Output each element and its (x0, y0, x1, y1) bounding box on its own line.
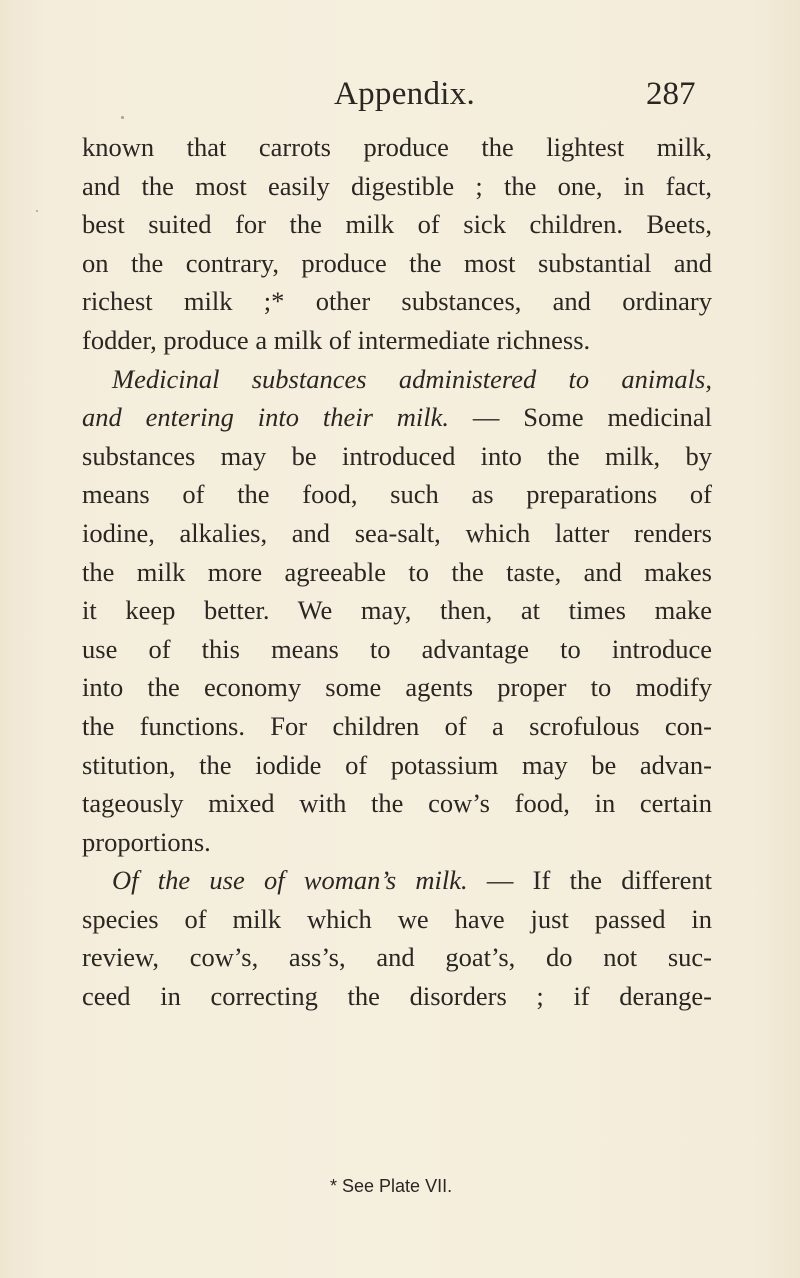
text-line: the functions. For children of a scrofulous con- (82, 710, 712, 741)
text-line: known that carrots produce the lightest milk, (82, 132, 712, 162)
section-heading-medicinal (82, 360, 712, 399)
text-line: iodine, alkalies, and sea-salt, which latter renders (82, 517, 712, 548)
section-heading-rest: — Some medicinal (449, 402, 712, 433)
footnote: * See Plate VII. (330, 1176, 453, 1196)
page-header (0, 76, 800, 122)
section-heading-italic: Medicinal substances administered to animals, (112, 363, 712, 394)
print-speck (36, 210, 38, 212)
text-line: means of the food, such as preparations of (82, 479, 712, 510)
text-line: species of milk which we have just passed in (82, 903, 712, 934)
text-line (82, 398, 712, 437)
running-head: Appendix. (334, 76, 476, 112)
text-line: into the economy some agents proper to modify (82, 672, 712, 703)
text-line: review, cow’s, ass’s, and goat’s, do not suc- (82, 942, 712, 973)
section-heading-rest: — If the different (467, 865, 712, 896)
page-number: 287 (646, 76, 696, 112)
text-line: proportions. (82, 826, 211, 857)
text-line: fodder, produce a milk of intermediate richness. (82, 324, 591, 355)
section-heading-womans-milk (82, 861, 712, 900)
text-line: stitution, the iodide of potassium may be advan- (82, 749, 712, 780)
section-heading-italic: Of the use of woman’s milk. (112, 865, 468, 896)
text-line: best suited for the milk of sick children. Beets, (82, 209, 712, 240)
text-line: ceed in correcting the disorders ; if derange- (82, 981, 712, 1012)
text-line: substances may be introduced into the milk, by (82, 440, 712, 471)
section-heading-italic: and entering into their milk. (82, 402, 450, 433)
text-line: the milk more agreeable to the taste, and makes (82, 556, 712, 587)
text-line: on the contrary, produce the most substantial and (82, 247, 712, 278)
body-text (82, 128, 712, 1016)
text-line: and the most easily digestible ; the one, in fact, (82, 170, 712, 201)
text-line: richest milk ;* other substances, and ordinary (82, 286, 712, 317)
text-line: use of this means to advantage to introduce (82, 633, 712, 664)
text-line: tageously mixed with the cow’s food, in certain (82, 788, 712, 819)
text-line: it keep better. We may, then, at times make (82, 595, 712, 626)
